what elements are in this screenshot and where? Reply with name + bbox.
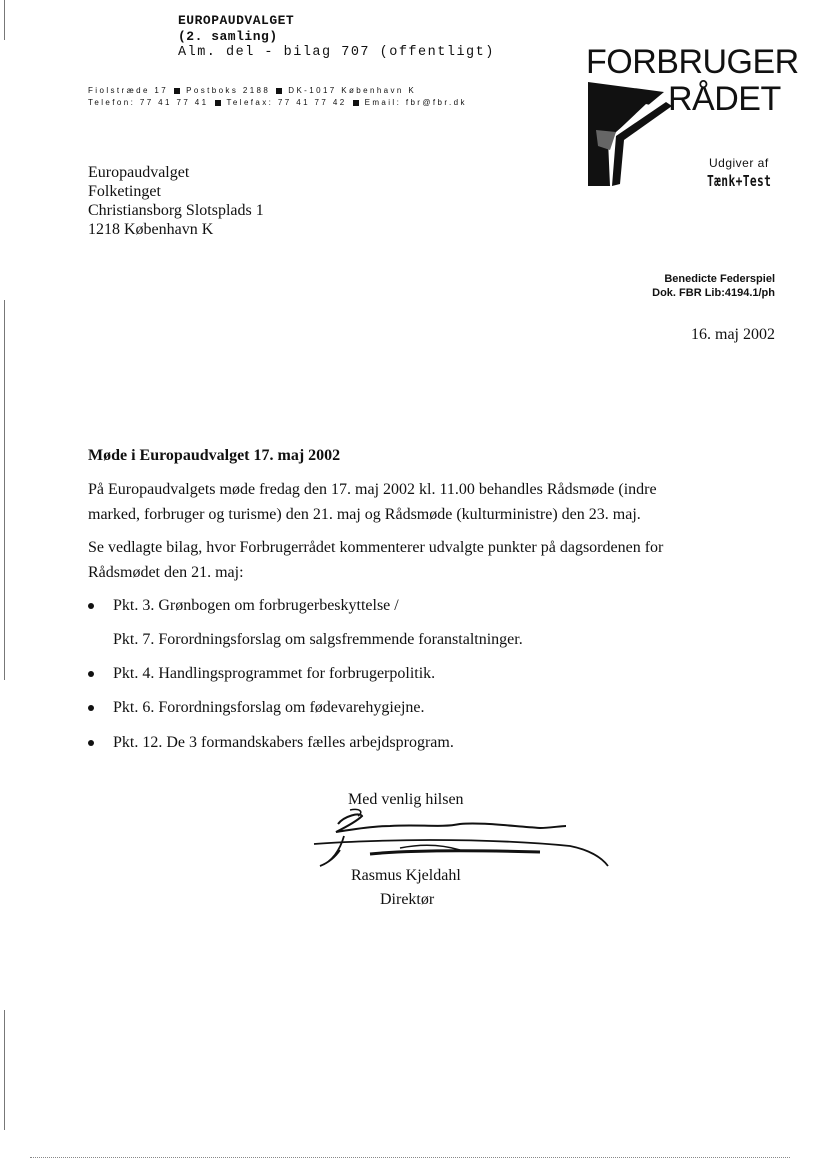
list-item-text: Pkt. 6. Forordningsforslag om fødevarehygiejne. [113,699,425,716]
list-item-text: Pkt. 12. De 3 formandskabers fælles arbejdsprogram. [113,734,454,751]
handwritten-signature [310,806,615,876]
bullet-icon [88,671,94,677]
archive-stamp [178,13,495,61]
subject-heading: Møde i Europaudvalget 17. maj 2002 [88,447,341,464]
recipient-line-3: Christiansborg Slotsplads 1 [88,202,264,219]
scan-edge-mark [4,300,5,680]
stamp-line-2: (2. samling) [178,29,278,44]
stamp-line-3: Alm. del - bilag 707 (offentligt) [178,45,495,60]
sender-address [88,85,467,109]
square-bullet-icon [215,100,221,106]
square-bullet-icon [353,100,359,106]
recipient-address [88,163,264,239]
logo-text-bottom: RÅDET [668,80,781,118]
scan-edge-mark [4,1010,5,1130]
logo-mark-icon [586,80,674,188]
publication-name: Tænk+Test [707,172,772,190]
sender-fax: Telefax: 77 41 77 42 [226,98,347,107]
recipient-line-2: Folketinget [88,183,161,200]
reference-doc: Dok. FBR Lib:4194.1/ph [652,287,775,299]
closing-salutation: Med venlig hilsen [348,791,464,808]
square-bullet-icon [276,88,282,94]
sender-email: Email: fbr@fbr.dk [364,98,467,107]
signatory-name: Rasmus Kjeldahl [351,867,461,884]
publisher-label: Udgiver af [709,156,769,170]
reference-person: Benedicte Federspiel [664,273,775,285]
stamp-line-1: EUROPAUDVALGET [178,13,295,28]
list-item-text: Pkt. 3. Grønbogen om forbrugerbeskyttelse / [113,597,399,614]
body-paragraph-2: Se vedlagte bilag, hvor Forbrugerrådet kommenterer udvalgte punkter på dagsordenen for Rådsmødet den 21. maj: [88,539,664,581]
square-bullet-icon [174,88,180,94]
bullet-icon [88,740,94,746]
signatory-title: Direktør [380,891,435,908]
sender-street: Fiolstræde 17 [88,86,169,95]
bullet-icon [88,603,94,609]
sender-phone: Telefon: 77 41 77 41 [88,98,209,107]
logo-text-top: FORBRUGER [586,43,799,81]
list-item-text: Pkt. 4. Handlingsprogrammet for forbrugerpolitik. [113,665,436,682]
recipient-line-4: 1218 København K [88,221,214,238]
sender-city: DK-1017 København K [288,86,417,95]
list-item-text: Pkt. 7. Forordningsforslag om salgsfremmende foranstaltninger. [113,631,523,648]
reference-block [652,272,775,300]
recipient-line-1: Europaudvalget [88,164,190,181]
body-paragraph-1: På Europaudvalgets møde fredag den 17. maj 2002 kl. 11.00 behandles Rådsmøde (indre marked, forbruger og turisme) den 21. maj og Rådsmøde (kulturministre) den 23. maj. [88,481,657,523]
sender-box: Postboks 2188 [186,86,271,95]
letter-date: 16. maj 2002 [691,326,775,343]
bullet-icon [88,705,94,711]
scan-edge-mark [4,0,5,40]
scan-bottom-edge [30,1157,790,1160]
